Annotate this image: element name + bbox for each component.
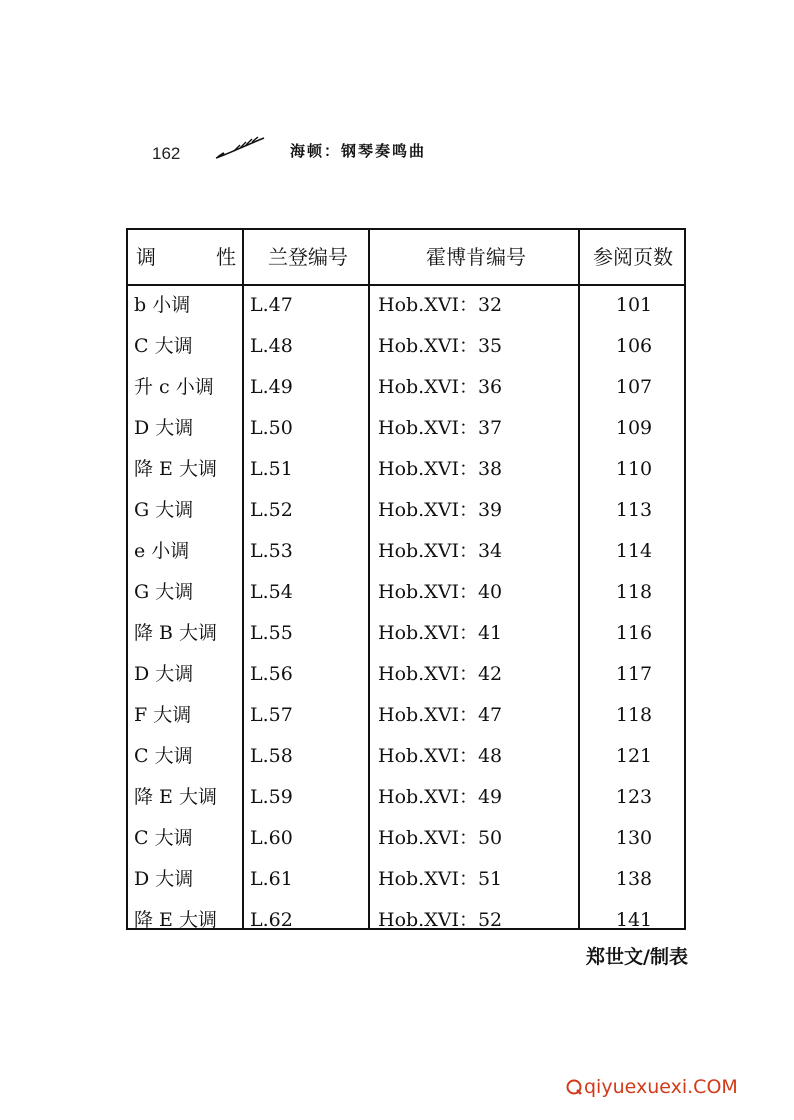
column-header-page: 参阅页数 — [593, 245, 673, 269]
cell-hoboken: Hob.XVⅠ：51 — [378, 868, 503, 890]
cell-hoboken: Hob.XVⅠ：36 — [378, 376, 503, 398]
cell-page: 114 — [615, 540, 653, 562]
cell-larsen: L.51 — [250, 458, 293, 480]
cell-larsen: L.47 — [250, 294, 293, 316]
cell-hoboken: Hob.XVⅠ：50 — [378, 827, 503, 849]
cell-key: 降 E 大调 — [134, 458, 217, 480]
cell-key: D 大调 — [134, 868, 194, 890]
cell-larsen: L.62 — [250, 909, 293, 931]
cell-page: 107 — [615, 376, 653, 398]
cell-page: 106 — [615, 335, 653, 357]
cell-key: 降 E 大调 — [134, 786, 217, 808]
cell-key: 升 c 小调 — [134, 376, 214, 398]
column-header-hoboken: 霍博肯编号 — [426, 245, 526, 269]
cell-larsen: L.54 — [250, 581, 293, 603]
cell-hoboken: Hob.XVⅠ：32 — [378, 294, 503, 316]
cell-page: 138 — [615, 868, 653, 890]
cell-key: D 大调 — [134, 417, 194, 439]
running-header: 海顿：钢琴奏鸣曲 — [290, 142, 427, 160]
cell-page: 113 — [615, 499, 653, 521]
cell-larsen: L.52 — [250, 499, 293, 521]
cell-key: 降 E 大调 — [134, 909, 217, 931]
cell-page: 101 — [615, 294, 653, 316]
cell-larsen: L.60 — [250, 827, 293, 849]
cell-larsen: L.57 — [250, 704, 293, 726]
cell-key: e 小调 — [134, 540, 190, 562]
cell-key: G 大调 — [134, 499, 194, 521]
cell-page: 109 — [615, 417, 653, 439]
cell-page: 117 — [615, 663, 653, 685]
cell-larsen: L.55 — [250, 622, 293, 644]
watermark-text: qiyuexuexi.COM — [584, 1076, 738, 1098]
cell-larsen: L.48 — [250, 335, 293, 357]
column-header-larsen: 兰登编号 — [268, 245, 348, 269]
cell-hoboken: Hob.XVⅠ：38 — [378, 458, 503, 480]
column-divider — [368, 230, 370, 928]
cell-page: 118 — [615, 581, 653, 603]
cell-key: C 大调 — [134, 745, 193, 767]
cell-larsen: L.50 — [250, 417, 293, 439]
cell-page: 121 — [615, 745, 653, 767]
cell-key: C 大调 — [134, 335, 193, 357]
page-number: 162 — [152, 144, 181, 163]
column-divider — [242, 230, 244, 928]
watermark — [566, 1076, 738, 1098]
cell-larsen: L.61 — [250, 868, 293, 890]
cell-hoboken: Hob.XVⅠ：49 — [378, 786, 503, 808]
key-table — [126, 228, 686, 930]
column-header-key: 调 性 — [136, 245, 236, 269]
cell-larsen: L.53 — [250, 540, 293, 562]
quill-icon — [214, 136, 268, 162]
cell-hoboken: Hob.XVⅠ：34 — [378, 540, 503, 562]
cell-hoboken: Hob.XVⅠ：37 — [378, 417, 503, 439]
cell-key: F 大调 — [134, 704, 192, 726]
table-credit: 郑世文/制表 — [586, 946, 688, 968]
cell-key: b 小调 — [134, 294, 191, 316]
cell-page: 116 — [615, 622, 653, 644]
cell-hoboken: Hob.XVⅠ：47 — [378, 704, 503, 726]
cell-hoboken: Hob.XVⅠ：39 — [378, 499, 503, 521]
watermark-logo-icon — [566, 1079, 582, 1095]
cell-key: D 大调 — [134, 663, 194, 685]
cell-hoboken: Hob.XVⅠ：40 — [378, 581, 503, 603]
cell-hoboken: Hob.XVⅠ：35 — [378, 335, 503, 357]
cell-hoboken: Hob.XVⅠ：42 — [378, 663, 503, 685]
cell-key: C 大调 — [134, 827, 193, 849]
cell-larsen: L.49 — [250, 376, 293, 398]
cell-page: 123 — [615, 786, 653, 808]
cell-larsen: L.59 — [250, 786, 293, 808]
cell-hoboken: Hob.XVⅠ：52 — [378, 909, 503, 931]
cell-hoboken: Hob.XVⅠ：48 — [378, 745, 503, 767]
column-divider — [578, 230, 580, 928]
cell-page: 118 — [615, 704, 653, 726]
cell-key: G 大调 — [134, 581, 194, 603]
cell-larsen: L.58 — [250, 745, 293, 767]
cell-larsen: L.56 — [250, 663, 293, 685]
cell-page: 141 — [615, 909, 653, 931]
cell-key: 降 B 大调 — [134, 622, 218, 644]
cell-page: 110 — [615, 458, 653, 480]
cell-hoboken: Hob.XVⅠ：41 — [378, 622, 503, 644]
cell-page: 130 — [615, 827, 653, 849]
